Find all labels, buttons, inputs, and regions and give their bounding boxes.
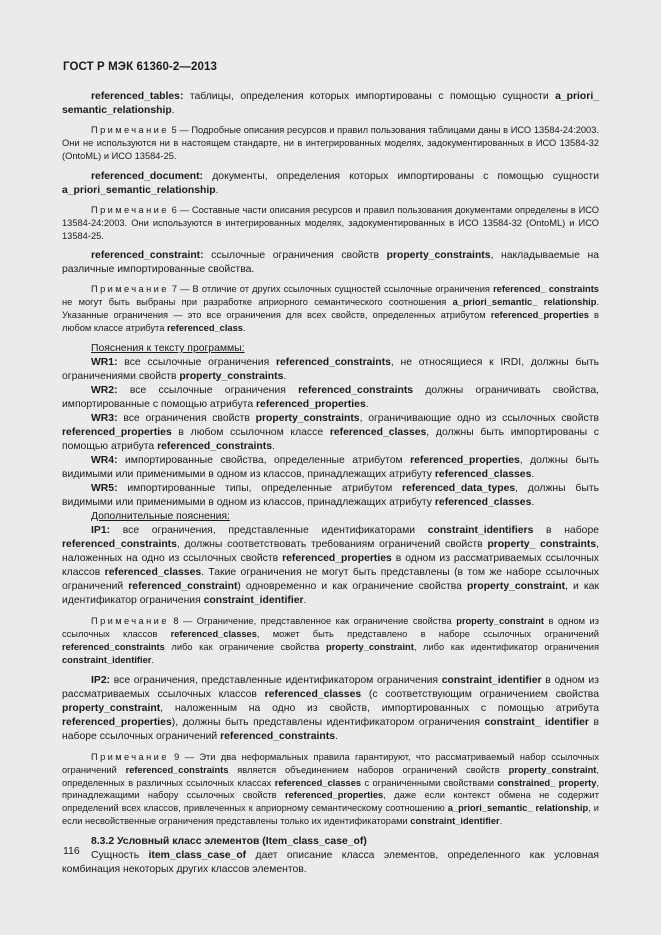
definition-referenced-document: referenced_document: документы, определения которых импортированы с помощью сущности a_priori_semantic_relationship. xyxy=(62,170,599,196)
rule-wr3: WR3: все ограничения свойств property_constraints, ограничивающие одно из ссылочных свойств referenced_properties в любом ссылочном классе referenced_classes, должны быть импортированы с помощью атрибута referenced_constraints. xyxy=(62,413,600,453)
note-label: Примечание xyxy=(91,125,169,135)
note-5: Примечание 5 — Подробные описания ресурсов и правил пользования таблицами даны в ИСО 13584-24:2003. Они не используются ни в настоящем стандарте, ни в интегрированных моделях, задокументированных в ИСО 13584-32 (OntoML) и ИСО 13584-25. xyxy=(62,125,599,161)
note-label: Примечание xyxy=(91,204,169,215)
rule-wr4: WR4: импортированные свойства, определенные атрибутом referenced_properties, должны быть видимыми или применимыми в одном из классов, принадлежащих атрибуту referenced_classes. xyxy=(62,455,599,481)
definition-referenced-constraint: referenced_constraint: ссылочные ограничения свойств property_constraints, накладываемые на различные импортированные свойства. xyxy=(62,250,599,276)
note-label: Примечание xyxy=(91,616,169,627)
definition-referenced-tables: referenced_tables: таблицы, определения которых импортированы с помощью сущности a_priori_ semantic_relationship. xyxy=(62,91,599,116)
note-label: Примечание xyxy=(91,751,169,762)
rule-wr2: WR2: все ссылочные ограничения referenced_constraints должны ограничивать свойства, импортированные с помощью атрибута referenced_properties. xyxy=(62,385,599,411)
document-header: ГОСТ Р МЭК 61360-2—2013 xyxy=(63,61,217,73)
note-8: Примечание 8 — Ограничение, представленное как ограничение свойства property_constraint в одном из ссылочных классов referenced_classes, может быть представлено в наборе ссылочных ограничений referenced_constraints либо как ограничение свойства property_constraint, либо как идентификатор ограничения constraint_identifier. xyxy=(62,616,599,665)
note-label: Примечание xyxy=(91,284,169,295)
note-6: Примечание 6 — Составные части описания ресурсов и правил пользования документами определены в ИСО 13584-24:2003. Они используются в интегрированных моделях, задокументированных в ИСО 13584-32 (OntoML) и ИСО 13584-25. xyxy=(62,204,599,241)
rule-ip2: IP2: все ограничения, представленные идентификатором ограничения constraint_identifier в одном из рассматриваемых ссылочных классов referenced_classes (с соответствующим ограничением свойства property_constraint, наложенным на одно из свойств, импортированных с помощью атрибута referenced_properties), должны быть представлены идентификатором ограничения constraint_ identifier в наборе ссылочных ограничений referenced_constraints. xyxy=(62,674,599,742)
additional-title: Дополнительные пояснения: xyxy=(91,511,230,523)
rule-ip1: IP1: все ограничения, представленные идентификаторами constraint_identifiers в наборе referenced_constraints, должны соответствовать требованиям ограничений свойств property_ constraints, наложенных на одно из ссылочных свойств referenced_properties в одном из рассматриваемых ссылочных классов referenced_classes. Такие ограничения не могут быть представлены (в том же наборе ссылочных ограничений referenced_constraint) одновременно и как ограничение свойства property_constraint, и как идентификатор ограничения constraint_identifier. xyxy=(62,525,600,607)
rule-wr1: WR1: все ссылочные ограничения referenced_constraints, не относящиеся к IRDI, должны быть ограничениями свойств property_constraints. xyxy=(62,357,599,383)
section-title: 8.3.2 Условный класс элементов (Item_class_case_of) xyxy=(91,836,367,848)
page-content xyxy=(62,90,599,883)
explanations-title: Пояснения к тексту программы: xyxy=(91,343,245,355)
section-body: Сущность item_class_case_of дает описание класса элементов, определенного как условная комбинация некоторых других классов элементов. xyxy=(62,850,599,876)
page-number: 116 xyxy=(63,845,80,857)
note-7: Примечание 7 — В отличие от других ссылочных сущностей ссылочные ограничения referenced_ constraints не могут быть выбраны при разработке априорного семантического соотношения a_priori_semantic_ relationship. Указанные ограничения — это все ограничения для всех свойств, определенных атрибутом referenced_properties в любом классе атрибута referenced_class. xyxy=(62,284,600,334)
note-9: Примечание 9 — Эти два неформальных правила гарантируют, что рассматриваемый набор ссылочных ограничений referenced_constraints является объединением наборов ограничений свойств property_constraint, определенных в различных ссылочных классах referenced_classes с ограниченными свойствами constrained_ property, принадлежащими набору ссылочных свойств referenced_properties, даже если контекст обмена не содержит определений всех классов, привлеченных к априорному семантическому соотношению a_priori_semantic_ relationship, и если несвойственные ограничения представлены только их идентификаторами constraint_identifier. xyxy=(62,751,599,827)
rule-wr5: WR5: импортированные типы, определенные атрибутом referenced_data_types, должны быть видимыми или применимыми в одном из классов, принадлежащих атрибуту referenced_classes. xyxy=(62,483,599,509)
